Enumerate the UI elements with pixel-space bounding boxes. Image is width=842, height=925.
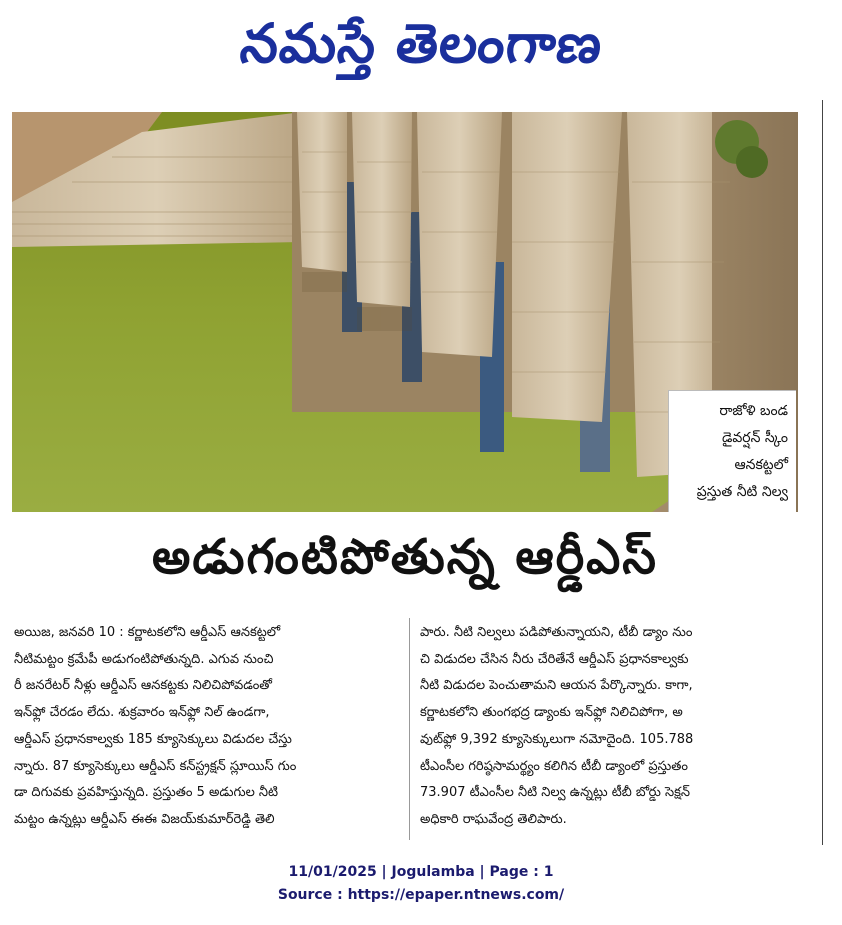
article-line: వుట్‌ఫ్లో 9,392 క్యూసెక్కులుగా నమోదైంది. 105.788 [420, 731, 694, 747]
article-line: డా దిగువకు ప్రవహిస్తున్నది. ప్రస్తుతం 5 అడుగుల నీటి [14, 785, 279, 801]
photo-caption [668, 390, 796, 512]
caption-line: ప్రస్తుత నీటి నిల్వ [696, 484, 788, 501]
article-line: అయిజ, జనవరి 10 : కర్ణాటకలోని ఆర్డీఎస్ ఆనకట్టలో [14, 625, 281, 640]
article-column-left [14, 620, 400, 834]
article-line: నీటి విడుదల పెంచుతామని ఆయన పేర్కొన్నారు. కాగా, [420, 678, 693, 694]
masthead [0, 0, 842, 100]
headline-text: అడుగంటిపోతున్న ఆర్డీఎస్ [152, 529, 658, 585]
headline [12, 520, 798, 606]
article-line: న్నారు. 87 క్యూసెక్కులు ఆర్డీఎస్ కన్‌స్ట్రక్షన్ స్లూయిస్ గుం [14, 758, 297, 774]
article-line: రీ జనరేటర్ నీళ్లు ఆర్డీఎస్ ఆనకట్టకు నిలిచిపోవడంతో [14, 678, 272, 694]
caption-line: డైవర్షన్ స్కీం [721, 429, 788, 446]
article-line: టీఎంసీల గరిష్ఠసామర్థ్యం కలిగిన టీబీ డ్యాంలో ప్రస్తుతం [420, 758, 688, 774]
newspaper-title: నమస్తే తెలంగాణ [237, 11, 606, 75]
page-edge-rule [822, 100, 823, 845]
article-line: ఇన్‌ఫ్లో చేరడం లేదు. శుక్రవారం ఇన్‌ఫ్లో నిల్ ఉండగా, [14, 705, 270, 721]
article-line: 73.907 టీఎంసీల నీటి నిల్వ ఉన్నట్లు టీబీ బోర్డు సెక్షన్ [420, 785, 690, 801]
article-line: నీటిమట్టం క్రమేపీ అడుగంటిపోతున్నది. ఎగువ నుంచి [14, 651, 274, 667]
article-line: చి విడుదల చేసిన నీరు చేరితేనే ఆర్డీఎస్ ప్రధానకాల్వకు [420, 651, 689, 667]
pillar [417, 112, 502, 357]
article-line: ఆర్డీఎస్ ప్రధానకాల్వకు 185 క్యూసెక్కులు విడుదల చేస్తు [14, 731, 292, 747]
article-line: అధికారి రాఘవేంద్ర తెలిపారు. [420, 811, 567, 827]
caption-line: ఆనకట్టలో [734, 457, 788, 474]
pillar [352, 112, 412, 307]
footer-source: Source : https://epaper.ntnews.com/ [277, 887, 565, 903]
article-column-right [420, 620, 806, 834]
article-line: పారు. నీటి నిల్వలు పడిపోతున్నాయని, టీబీ డ్యాం నుం [420, 625, 693, 640]
footer-date-edition: 11/01/2025 | Jogulamba | Page : 1 [288, 864, 554, 880]
article-line: కర్ణాటకలోని తుంగభద్ర డ్యాంకు ఇన్‌ఫ్లో నిలిచిపోగా, అ [420, 705, 683, 721]
caption-line: రాజోళి బండ [719, 402, 788, 419]
article-line: మట్టం ఉన్నట్లు ఆర్డీఎస్ ఈఈ విజయ్‌కుమార్‌రెడ్డి తెలి [14, 811, 275, 827]
column-divider [409, 618, 410, 840]
